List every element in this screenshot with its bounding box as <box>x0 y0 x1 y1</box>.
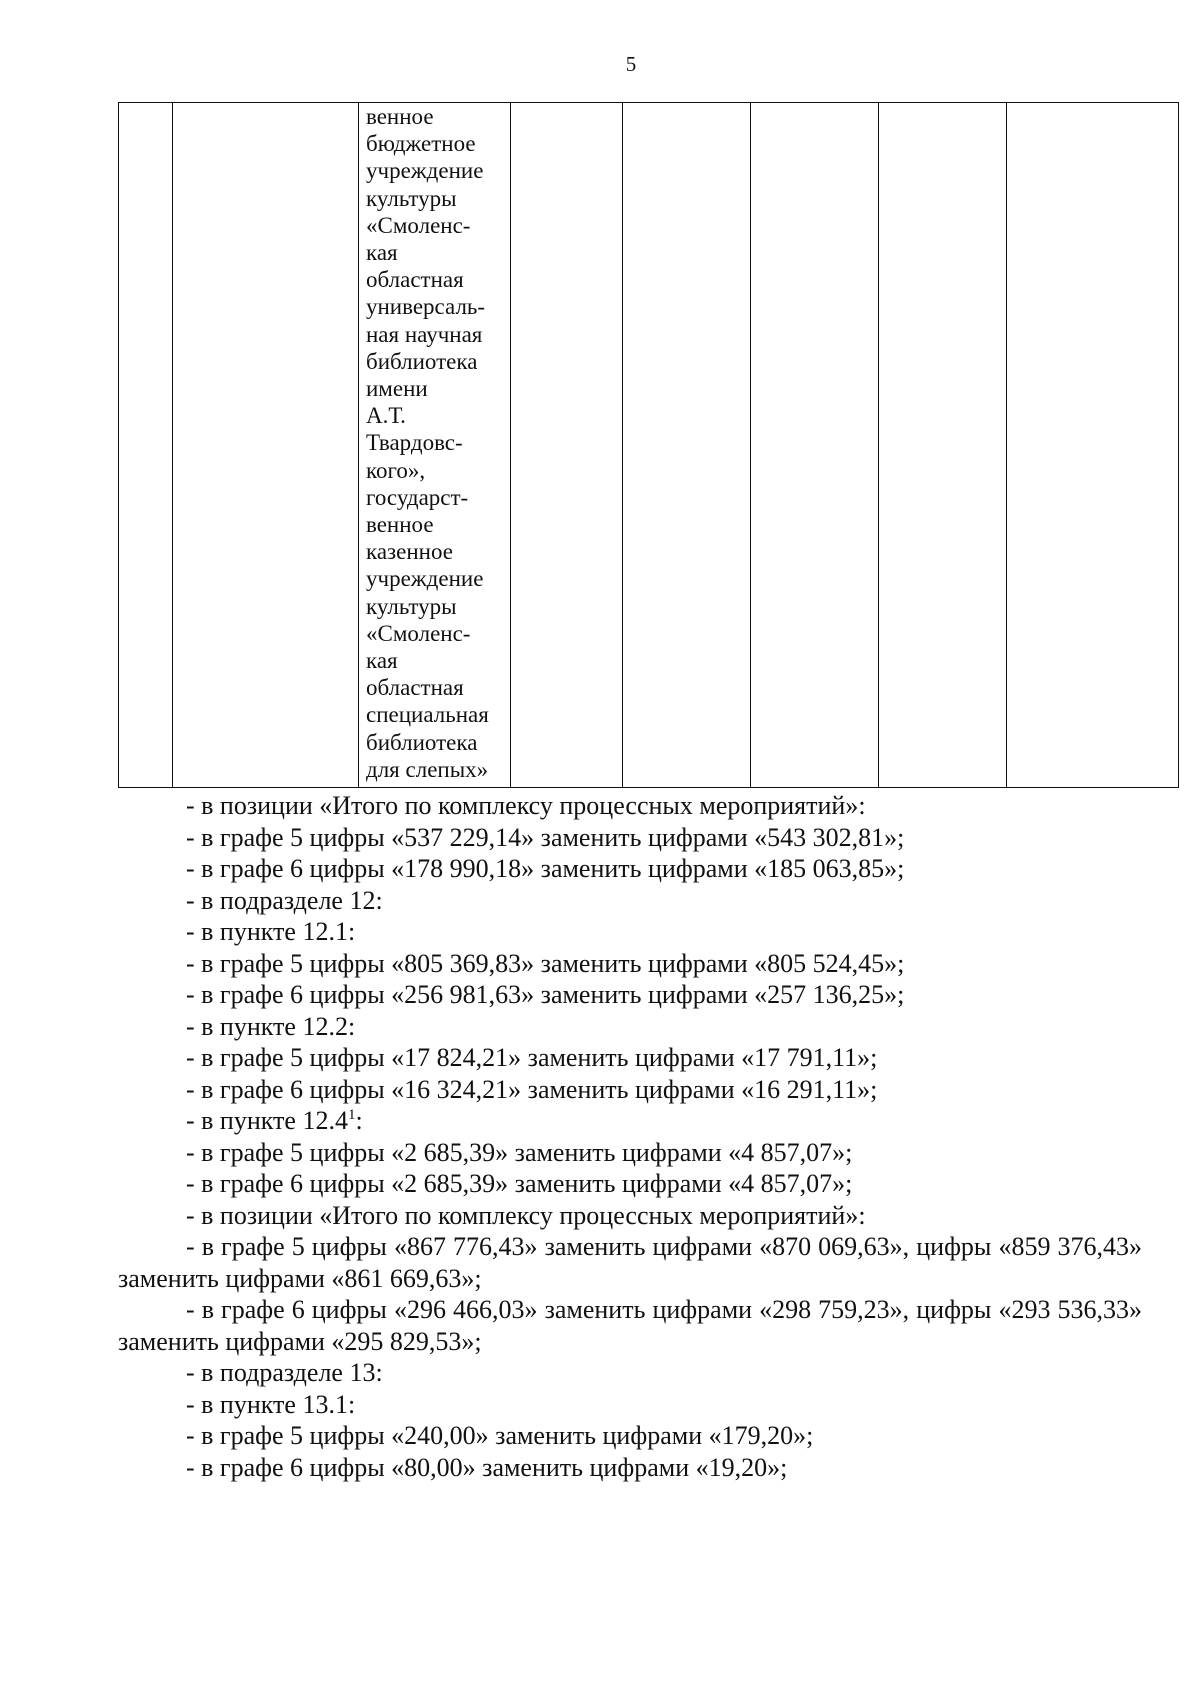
amendment-item: - в позиции «Итого по комплексу процессных мероприятий»: <box>186 791 866 820</box>
amendment-item: - в подразделе 12: <box>186 885 383 915</box>
cell-line: культуры <box>366 185 457 211</box>
table-cell-col-2 <box>173 103 359 788</box>
cell-line: «Смоленс- <box>366 620 471 646</box>
item-suffix: : <box>355 1106 363 1135</box>
cell-line: венное <box>366 512 434 538</box>
cell-line: учреждение <box>366 566 484 592</box>
page-number: 5 <box>625 52 637 76</box>
amendment-item-12-4 <box>118 1105 1142 1137</box>
cell-line: А.Т. <box>366 403 406 429</box>
superscript-mark: 1 <box>347 1107 356 1123</box>
cell-line: универсаль- <box>366 294 486 320</box>
amendment-item: - в графе 5 цифры «17 824,21» заменить цифрами «17 791,11»; <box>186 1043 878 1072</box>
table-cell-col-4 <box>511 103 623 788</box>
cell-line: областная <box>366 675 464 701</box>
cell-line: областная <box>366 267 464 293</box>
cell-line: библиотека <box>366 729 478 755</box>
table-row <box>119 103 1179 788</box>
cell-line: бюджетное <box>366 131 476 157</box>
amendment-item: - в графе 5 цифры «2 685,39» заменить цифрами «4 857,07»; <box>186 1137 853 1167</box>
table-cell-col-1 <box>119 103 173 788</box>
cell-line: учреждение <box>366 158 484 184</box>
continuation-table <box>118 102 1179 788</box>
cell-line: имени <box>366 376 428 402</box>
amendment-item: - в пункте 12.1: <box>186 917 356 946</box>
amendment-item: - в позиции «Итого по комплексу процессных мероприятий»: <box>186 1200 866 1230</box>
cell-line: венное <box>366 104 434 129</box>
amendment-item: - в графе 6 цифры «2 685,39» заменить цифрами «4 857,07»; <box>186 1169 853 1198</box>
cell-line: кого», <box>366 457 426 483</box>
amendment-item: - в графе 6 цифры «178 990,18» заменить цифрами «185 063,85»; <box>186 854 905 883</box>
cell-line: Твардовс- <box>366 430 463 456</box>
amendment-item: - в пункте 13.1: <box>186 1389 356 1419</box>
cell-line: культуры <box>366 593 457 619</box>
amendment-item: - в графе 6 цифры «296 466,03» заменить цифрами «298 759,23», цифры «293 536,33» заменить цифрами «295 829,53»; <box>118 1295 1142 1356</box>
amendment-item: - в подразделе 13: <box>186 1358 383 1387</box>
cell-line: ная научная <box>366 321 483 347</box>
table-cell-col-8 <box>1007 103 1179 788</box>
amendment-item: - в графе 5 цифры «537 229,14» заменить цифрами «543 302,81»; <box>186 822 905 852</box>
table-cell-col-6 <box>751 103 879 788</box>
amendment-item: - в графе 6 цифры «16 324,21» заменить цифрами «16 291,11»; <box>186 1074 878 1104</box>
amendment-item: - в графе 6 цифры «80,00» заменить цифрами «19,20»; <box>186 1452 788 1482</box>
cell-line: «Смоленс- <box>366 212 471 238</box>
table-cell-col-5 <box>623 103 751 788</box>
cell-line: для слепых» <box>366 756 489 782</box>
cell-line: государст- <box>366 484 469 510</box>
cell-line: специальная <box>366 702 489 728</box>
amendment-item: - в пункте 12.2: <box>186 1011 356 1041</box>
table-cell-col-7 <box>879 103 1007 788</box>
cell-line: кая <box>366 648 398 674</box>
cell-line: казенное <box>366 539 453 565</box>
amendment-item: - в графе 5 цифры «805 369,83» заменить цифрами «805 524,45»; <box>186 948 905 978</box>
amendment-item: - в графе 5 цифры «867 776,43» заменить цифрами «870 069,63», цифры «859 376,43» заменить цифрами «861 669,63»; <box>118 1232 1142 1293</box>
amendments-text <box>118 790 1142 1483</box>
table-cell-executor <box>359 103 511 788</box>
cell-line: библиотека <box>366 348 478 374</box>
amendment-item: - в графе 6 цифры «256 981,63» заменить цифрами «257 136,25»; <box>186 980 905 1009</box>
amendment-item: - в графе 5 цифры «240,00» заменить цифрами «179,20»; <box>186 1421 814 1450</box>
item-text: - в пункте 12.4 <box>186 1106 348 1135</box>
cell-line: кая <box>366 240 398 266</box>
